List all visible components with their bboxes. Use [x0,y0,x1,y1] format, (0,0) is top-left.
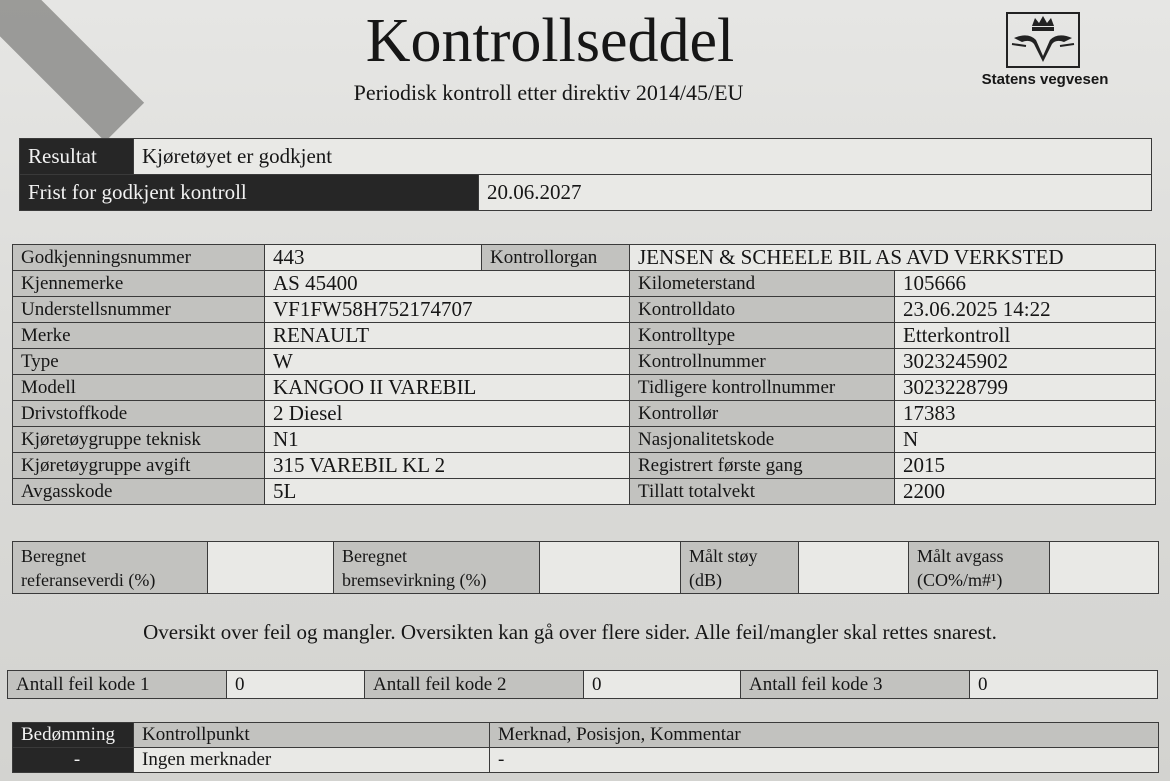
field-label: Kjøretøygruppe teknisk [13,427,265,453]
field-label: Merke [13,323,265,349]
table-row [13,323,1156,349]
reference-value [208,542,334,594]
field-label: Kontrollnummer [630,349,895,375]
field-value: 2015 [895,453,1156,479]
field-value: AS 45400 [265,271,630,297]
godkjenningsnummer-label: Godkjenningsnummer [13,245,265,271]
field-label: Type [13,349,265,375]
field-label: Tillatt totalvekt [630,479,895,505]
fault-count-table [7,670,1158,699]
field-label: Modell [13,375,265,401]
field-label: Understellsnummer [13,297,265,323]
fault-code-1-label: Antall feil kode 1 [8,671,227,699]
noise-label: Målt støy (dB) [681,542,799,594]
evaluation-table [12,722,1159,773]
field-label: Kjennemerke [13,271,265,297]
field-value: N1 [265,427,630,453]
field-label: Avgasskode [13,479,265,505]
evaluation-cell: - [13,748,134,773]
table-row [13,297,1156,323]
field-value: KANGOO II VAREBIL [265,375,630,401]
fault-code-3-label: Antall feil kode 3 [741,671,970,699]
fault-code-3-value: 0 [970,671,1158,699]
field-value: 3023245902 [895,349,1156,375]
fault-code-2-value: 0 [584,671,741,699]
checkpoint-header: Kontrollpunkt [134,723,490,748]
vehicle-table [12,244,1156,505]
field-value: 2200 [895,479,1156,505]
field-label: Kjøretøygruppe avgift [13,453,265,479]
field-value: VF1FW58H752174707 [265,297,630,323]
table-row [13,349,1156,375]
brake-effect-label: Beregnet bremsevirkning (%) [334,542,540,594]
fault-code-1-value: 0 [227,671,365,699]
field-value: 3023228799 [895,375,1156,401]
field-value: 105666 [895,271,1156,297]
table-row [13,427,1156,453]
field-value: 315 VAREBIL KL 2 [265,453,630,479]
deadline-value: 20.06.2027 [479,175,1152,211]
field-label: Kilometerstand [630,271,895,297]
field-label: Kontrolldato [630,297,895,323]
field-value: 23.06.2025 14:22 [895,297,1156,323]
brand-name: Statens vegvesen [981,71,1109,88]
deadline-label: Frist for godkjent kontroll [20,175,479,211]
field-label: Registrert første gang [630,453,895,479]
field-label: Nasjonalitetskode [630,427,895,453]
table-row [13,375,1156,401]
result-value: Kjøretøyet er godkjent [134,139,1152,175]
remark-header: Merknad, Posisjon, Kommentar [490,723,1159,748]
godkjenningsnummer-value: 443 [265,245,482,271]
noise-value [799,542,909,594]
statens-vegvesen-logo-icon [1006,12,1080,68]
exhaust-value [1050,542,1159,594]
table-row [13,245,1156,271]
fault-code-2-label: Antall feil kode 2 [365,671,584,699]
reference-value-label: Beregnet referanseverdi (%) [13,542,208,594]
result-label: Resultat [20,139,134,175]
evaluation-header: Bedømming [13,723,134,748]
exhaust-label: Målt avgass (CO%/m#¹) [909,542,1050,594]
field-label: Drivstoffkode [13,401,265,427]
field-value: 5L [265,479,630,505]
table-row [13,271,1156,297]
table-row [13,479,1156,505]
field-value: 2 Diesel [265,401,630,427]
overview-text: Oversikt over feil og mangler. Oversikten kan gå over flere sider. Alle feil/mangler skal rettes snarest. [143,620,997,644]
field-label: Tidligere kontrollnummer [630,375,895,401]
measurements-table [12,541,1159,594]
table-row [13,748,1159,773]
kontrollorgan-value: JENSEN & SCHEELE BIL AS AVD VERKSTED [630,245,1156,271]
brake-effect-value [540,542,681,594]
result-table [19,138,1152,211]
page-subtitle: Periodisk kontroll etter direktiv 2014/45/EU [353,80,744,105]
field-value: RENAULT [265,323,630,349]
field-value: Etterkontroll [895,323,1156,349]
kontrollorgan-label: Kontrollorgan [482,245,630,271]
table-row [13,401,1156,427]
page-title: Kontrollseddel [365,7,735,75]
table-row [13,453,1156,479]
field-label: Kontrollør [630,401,895,427]
field-label: Kontrolltype [630,323,895,349]
remark-cell: - [490,748,1159,773]
checkpoint-cell: Ingen merknader [134,748,490,773]
field-value: W [265,349,630,375]
field-value: 17383 [895,401,1156,427]
field-value: N [895,427,1156,453]
